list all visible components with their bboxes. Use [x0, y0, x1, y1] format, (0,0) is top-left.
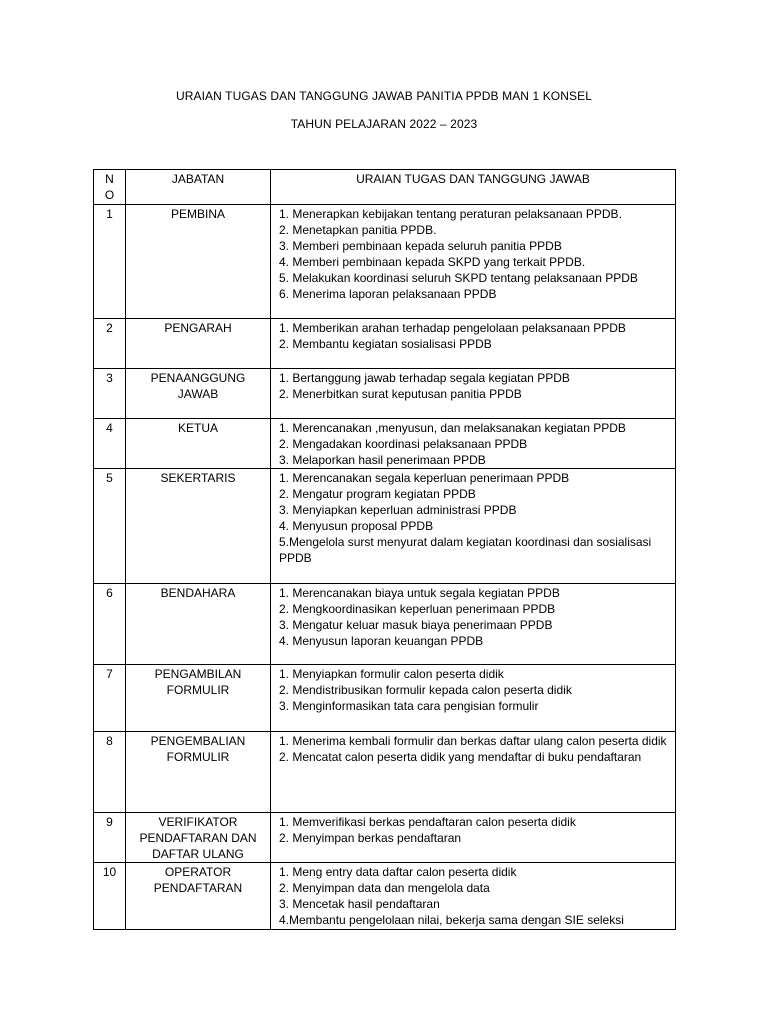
duty-item: 1. Menerima kembali formulir dan berkas daftar ulang calon peserta didik	[279, 734, 667, 748]
header-jabatan	[126, 170, 271, 205]
row-jabatan	[126, 319, 271, 369]
row-duties	[271, 584, 676, 665]
row-no	[94, 665, 126, 732]
table-row	[94, 665, 676, 732]
document-title: URAIAN TUGAS DAN TANGGUNG JAWAB PANITIA PPDB MAN 1 KONSEL	[175, 89, 592, 103]
row-no-value: 4	[106, 421, 113, 435]
row-jabatan	[126, 205, 271, 319]
duty-item: 3. Menyiapkan keperluan administrasi PPDB	[279, 503, 517, 517]
duty-item: 2. Menyimpan data dan mengelola data	[279, 881, 490, 895]
table-row	[94, 205, 676, 319]
row-jabatan-value: VERIFIKATOR PENDAFTARAN DAN DAFTAR ULANG	[139, 815, 257, 861]
row-jabatan-value: SEKERTARIS	[160, 471, 236, 485]
row-duties	[271, 863, 676, 930]
duty-item: 1. Bertanggung jawab terhadap segala kegiatan PPDB	[279, 371, 570, 385]
row-jabatan-value: KETUA	[177, 421, 218, 435]
row-no	[94, 419, 126, 469]
row-duties	[271, 369, 676, 419]
row-jabatan-value: OPERATOR PENDAFTARAN	[153, 865, 243, 895]
row-no	[94, 584, 126, 665]
row-jabatan	[126, 665, 271, 732]
table-row	[94, 813, 676, 863]
duty-item: 1. Menyiapkan formulir calon peserta didik	[279, 667, 504, 681]
row-no-value: 5	[106, 471, 113, 485]
row-no-value: 6	[106, 586, 113, 600]
duty-item: 1. Merencanakan ,menyusun, dan melaksanakan kegiatan PPDB	[279, 421, 626, 435]
table-row	[94, 369, 676, 419]
duty-item: 4. Menyusun proposal PPDB	[279, 519, 434, 533]
row-duties	[271, 732, 676, 813]
duty-item: 2. Mengatur program kegiatan PPDB	[279, 487, 476, 501]
duty-item: 2. Mengadakan koordinasi pelaksanaan PPDB	[279, 437, 528, 451]
row-no-value: 1	[106, 207, 113, 221]
row-jabatan-value: PENGAMBILAN FORMULIR	[154, 667, 242, 697]
row-no	[94, 732, 126, 813]
row-jabatan	[126, 419, 271, 469]
header-uraian	[271, 170, 676, 205]
duty-item: 4. Menyusun laporan keuangan PPDB	[279, 634, 484, 648]
duty-item: 6. Menerima laporan pelaksanaan PPDB	[279, 287, 497, 301]
table-header-row	[94, 170, 676, 205]
table-row	[94, 469, 676, 584]
row-duties	[271, 205, 676, 319]
table-row	[94, 863, 676, 930]
duty-item: 2. Mencatat calon peserta didik yang mendaftar di buku pendaftaran	[279, 750, 642, 764]
row-no-value: 8	[106, 734, 113, 748]
duty-item: 3. Mencetak hasil pendaftaran	[279, 897, 440, 911]
duty-item: 4. Memberi pembinaan kepada SKPD yang terkait PPDB.	[279, 255, 586, 269]
table-row	[94, 419, 676, 469]
header-no-label: NO	[104, 172, 115, 202]
row-no-value: 10	[102, 865, 117, 879]
duty-item: 1. Memverifikasi berkas pendaftaran calon peserta didik	[279, 815, 576, 829]
duty-item: 2. Menyimpan berkas pendaftaran	[279, 831, 462, 845]
duty-item: 5. Melakukan koordinasi seluruh SKPD tentang pelaksanaan PPDB	[279, 271, 638, 285]
row-jabatan-value: PEMBINA	[170, 207, 225, 221]
row-jabatan	[126, 863, 271, 930]
row-jabatan-value: PENAANGGUNG JAWAB	[150, 371, 246, 401]
row-jabatan	[126, 732, 271, 813]
row-no	[94, 813, 126, 863]
row-duties	[271, 469, 676, 584]
duty-item: 1. Menerapkan kebijakan tentang peraturan pelaksanaan PPDB.	[279, 207, 622, 221]
duty-item: 2. Mendistribusikan formulir kepada calon peserta didik	[279, 683, 572, 697]
duty-item: 4.Membantu pengelolaan nilai, bekerja sama dengan SIE seleksi	[279, 913, 624, 927]
row-duties	[271, 665, 676, 732]
duty-item: 2. Menerbitkan surat keputusan panitia PPDB	[279, 387, 522, 401]
header-jabatan-label: JABATAN	[171, 172, 225, 186]
table-row	[94, 584, 676, 665]
row-no	[94, 369, 126, 419]
row-no-value: 3	[106, 371, 113, 385]
row-jabatan-value: PENGARAH	[164, 321, 232, 335]
row-jabatan	[126, 369, 271, 419]
header-no	[94, 170, 126, 205]
duty-item: 3. Melaporkan hasil penerimaan PPDB	[279, 453, 486, 467]
row-no	[94, 469, 126, 584]
row-no	[94, 205, 126, 319]
duty-item: 1. Merencanakan segala keperluan penerimaan PPDB	[279, 471, 570, 485]
row-no	[94, 863, 126, 930]
row-duties	[271, 319, 676, 369]
row-no-value: 9	[106, 815, 113, 829]
duty-item: 2. Membantu kegiatan sosialisasi PPDB	[279, 337, 492, 351]
duty-item: 3. Memberi pembinaan kepada seluruh panitia PPDB	[279, 239, 562, 253]
duty-item: 1. Memberikan arahan terhadap pengelolaan pelaksanaan PPDB	[279, 321, 626, 335]
duty-item: 5.Mengelola surst menyurat dalam kegiatan koordinasi dan sosialisasi PPDB	[279, 535, 652, 565]
row-jabatan-value: PENGEMBALIAN FORMULIR	[150, 734, 246, 764]
row-jabatan-value: BENDAHARA	[160, 586, 236, 600]
duty-item: 3. Mengatur keluar masuk biaya penerimaan PPDB	[279, 618, 553, 632]
row-jabatan	[126, 584, 271, 665]
row-jabatan	[126, 469, 271, 584]
row-no-value: 7	[106, 667, 113, 681]
document-subtitle: TAHUN PELAJARAN 2022 – 2023	[290, 117, 478, 131]
row-duties	[271, 813, 676, 863]
row-jabatan	[126, 813, 271, 863]
duty-item: 1. Meng entry data daftar calon peserta didik	[279, 865, 517, 879]
header-uraian-label: URAIAN TUGAS DAN TANGGUNG JAWAB	[356, 172, 590, 186]
table-row	[94, 732, 676, 813]
duty-item: 2. Menetapkan panitia PPDB.	[279, 223, 437, 237]
row-no	[94, 319, 126, 369]
duties-table	[93, 169, 676, 930]
duty-item: 1. Merencanakan biaya untuk segala kegiatan PPDB	[279, 586, 560, 600]
row-duties	[271, 419, 676, 469]
duty-item: 3. Menginformasikan tata cara pengisian formulir	[279, 699, 539, 713]
table-row	[94, 319, 676, 369]
duty-item: 2. Mengkoordinasikan keperluan penerimaan PPDB	[279, 602, 556, 616]
row-no-value: 2	[106, 321, 113, 335]
